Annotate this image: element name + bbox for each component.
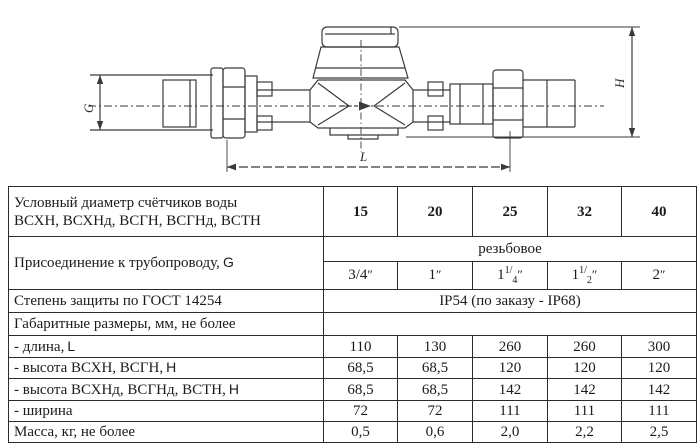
table-cell: 2,0 — [473, 422, 548, 443]
thread-size: 3/4″ — [324, 262, 398, 290]
thread-size: 1″ — [398, 262, 473, 290]
technical-drawing — [0, 0, 700, 186]
row-height-basic — [9, 358, 697, 379]
dim-label-l: L — [360, 149, 368, 164]
table-cell: 300 — [622, 336, 697, 358]
table-cell: 2,2 — [548, 422, 622, 443]
table-cell: 0,5 — [324, 422, 398, 443]
left-pipe — [90, 75, 213, 130]
table-cell: 68,5 — [398, 379, 473, 401]
protection-value: IP54 (по заказу - IP68) — [324, 290, 697, 313]
dim-label-h: H — [612, 78, 627, 88]
table-cell: 260 — [548, 336, 622, 358]
table-cell: 111 — [548, 401, 622, 422]
table-cell: 142 — [548, 379, 622, 401]
table-cell: 260 — [473, 336, 548, 358]
column-header: 20 — [398, 187, 473, 237]
table-cell: 120 — [473, 358, 548, 379]
table-cell: 120 — [548, 358, 622, 379]
table-cell: 0,6 — [398, 422, 473, 443]
lid — [322, 27, 398, 47]
spec-table — [8, 186, 697, 443]
right-pipe — [523, 80, 575, 127]
meter-body — [310, 40, 413, 152]
column-header: 15 — [324, 187, 398, 237]
table-cell: 130 — [398, 336, 473, 358]
length-label: - длина, L — [9, 336, 324, 358]
row-connection-type — [9, 237, 697, 262]
connection-label: Присоединение к трубопроводу, G — [9, 237, 324, 290]
row-width — [9, 401, 697, 422]
thread-size: $1^{1/}_2''$ — [548, 262, 622, 290]
height-basic-label: - высота ВСХН, ВСГН, H — [9, 358, 324, 379]
table-cell: 68,5 — [324, 358, 398, 379]
table-cell: 110 — [324, 336, 398, 358]
row-length — [9, 336, 697, 358]
height-ext-label: - высота ВСХНд, ВСГНд, ВСТН, H — [9, 379, 324, 401]
mass-label: Масса, кг, не более — [9, 422, 324, 443]
table-cell: 142 — [622, 379, 697, 401]
row-dimensions-group — [9, 313, 697, 336]
connection-type-value: резьбовое — [324, 237, 697, 262]
row-protection — [9, 290, 697, 313]
column-header: 32 — [548, 187, 622, 237]
dim-label-g: G — [81, 103, 96, 113]
thread-size: $1^{1/}_4''$ — [473, 262, 548, 290]
row-mass — [9, 422, 697, 443]
table-cell: 72 — [398, 401, 473, 422]
base-flange — [330, 128, 398, 135]
thread-size: 2″ — [622, 262, 697, 290]
diameter-label: Условный диаметр счётчиков воды ВСХН, ВСХНд, ВСГН, ВСГНд, ВСТН — [9, 187, 324, 237]
column-header: 25 — [473, 187, 548, 237]
table-cell: 2,5 — [622, 422, 697, 443]
table-cell: 68,5 — [324, 379, 398, 401]
row-diameter — [9, 187, 697, 237]
table-cell: 72 — [324, 401, 398, 422]
table-cell: 111 — [622, 401, 697, 422]
width-label: - ширина — [9, 401, 324, 422]
meter-drawing-svg — [0, 0, 700, 186]
dimensions-group-empty — [324, 313, 697, 336]
dimension-g — [81, 75, 103, 130]
table-cell: 111 — [473, 401, 548, 422]
table-cell: 120 — [622, 358, 697, 379]
table-cell: 68,5 — [398, 358, 473, 379]
column-header: 40 — [622, 187, 697, 237]
row-height-ext — [9, 379, 697, 401]
left-union-nut — [211, 68, 257, 138]
table-cell: 142 — [473, 379, 548, 401]
protection-label: Степень защиты по ГОСТ 14254 — [9, 290, 324, 313]
right-union-nut — [450, 70, 523, 138]
dimensions-group-label: Габаритные размеры, мм, не более — [9, 313, 324, 336]
register-head — [313, 27, 408, 78]
